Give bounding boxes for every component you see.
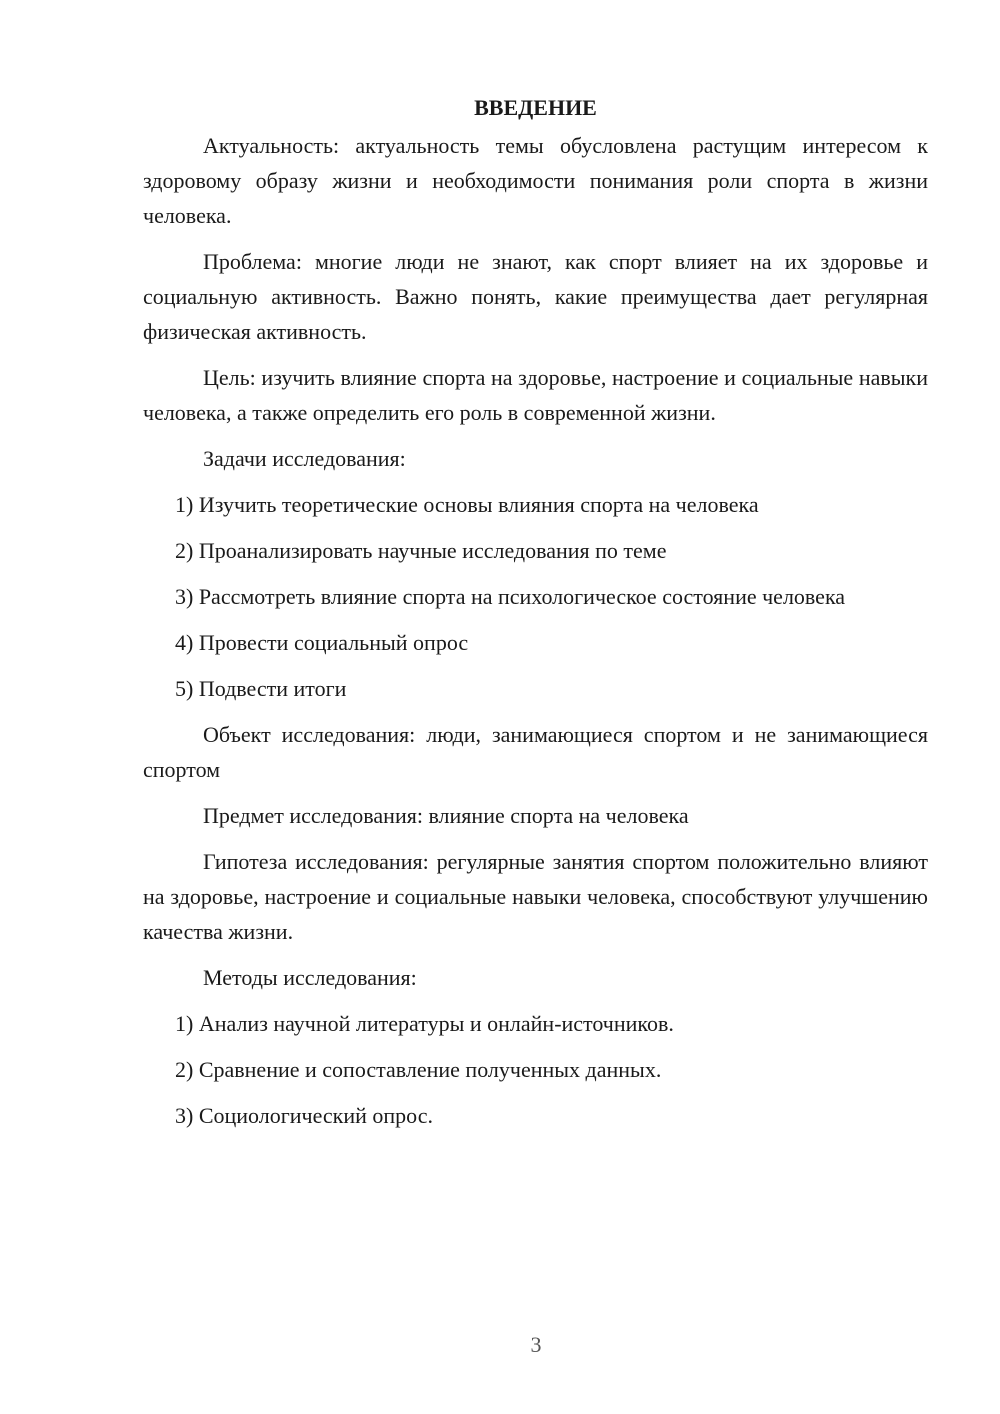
document-page bbox=[143, 90, 928, 1144]
object-paragraph: Объект исследования: люди, занимающиеся спортом и не занимающиеся спортом bbox=[143, 722, 928, 782]
task-item: 4) Провести социальный опрос bbox=[175, 630, 469, 655]
subject-paragraph: Предмет исследования: влияние спорта на человека bbox=[203, 803, 689, 828]
method-item: 3) Социологический опрос. bbox=[175, 1103, 433, 1128]
task-item: 5) Подвести итоги bbox=[175, 676, 347, 701]
page-number: 3 bbox=[530, 1332, 542, 1357]
section-title: ВВЕДЕНИЕ bbox=[474, 95, 597, 120]
method-item: 2) Сравнение и сопоставление полученных данных. bbox=[175, 1057, 662, 1082]
tasks-heading: Задачи исследования: bbox=[203, 446, 406, 471]
methods-heading: Методы исследования: bbox=[203, 965, 417, 990]
task-item: 1) Изучить теоретические основы влияния спорта на человека bbox=[175, 492, 759, 517]
task-item: 3) Рассмотреть влияние спорта на психологическое состояние человека bbox=[175, 584, 846, 609]
goal-paragraph: Цель: изучить влияние спорта на здоровье, настроение и социальные навыки человека, а также определить его роль в современной жизни. bbox=[143, 365, 928, 425]
method-item: 1) Анализ научной литературы и онлайн-источников. bbox=[175, 1011, 674, 1036]
task-item: 2) Проанализировать научные исследования по теме bbox=[175, 538, 667, 563]
relevance-paragraph: Актуальность: актуальность темы обусловлена растущим интересом к здоровому образу жизни и необходимости понимания роли спорта в жизни человека. bbox=[143, 133, 928, 228]
problem-paragraph: Проблема: многие люди не знают, как спорт влияет на их здоровье и социальную активность. Важно понять, какие преимущества дает регулярная физическая активность. bbox=[143, 249, 928, 344]
hypothesis-paragraph: Гипотеза исследования: регулярные занятия спортом положительно влияют на здоровье, настроение и социальные навыки человека, способствуют улучшению качества жизни. bbox=[143, 849, 928, 944]
